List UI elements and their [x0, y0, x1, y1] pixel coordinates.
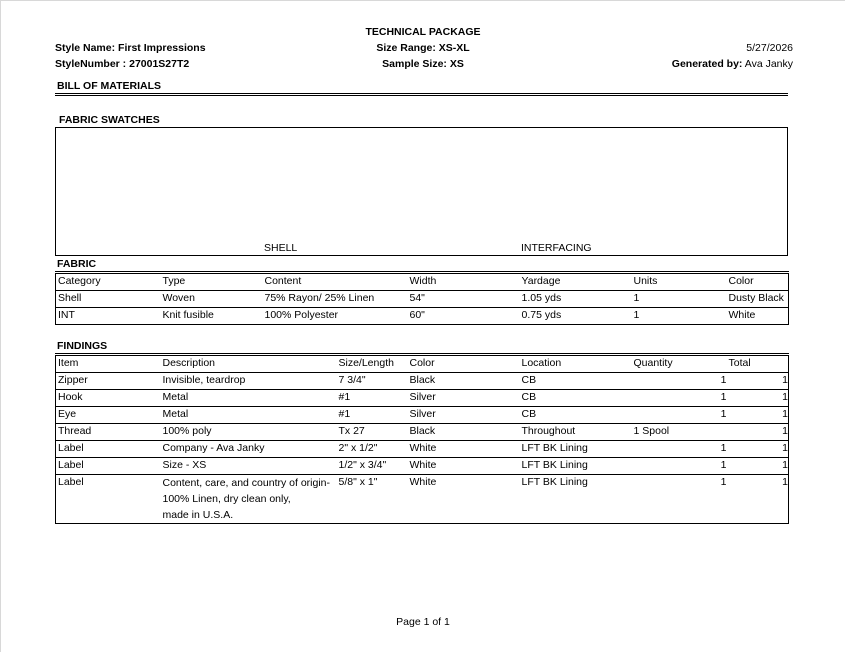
- findings-cell: White: [408, 441, 520, 458]
- description-line: made in U.S.A.: [162, 509, 234, 521]
- fabric-cell: Knit fusible: [162, 309, 214, 321]
- findings-col-color: Color: [408, 355, 520, 373]
- generated-by: [672, 58, 793, 70]
- findings-cell: #1: [337, 390, 408, 407]
- table-row: [56, 373, 789, 390]
- fabric-col-yardage: Yardage: [520, 273, 632, 291]
- size-range-value: XS-XL: [438, 42, 470, 54]
- size-range: [323, 42, 523, 54]
- document-title: TECHNICAL PACKAGE: [365, 26, 481, 38]
- fabric-cell: 1.05 yds: [520, 291, 632, 308]
- findings-cell: Label: [56, 458, 161, 475]
- fabric-col-color: Color: [727, 273, 789, 291]
- table-row: [56, 308, 789, 325]
- findings-cell: Invisible, teardrop: [161, 373, 337, 390]
- findings-cell: 1: [727, 458, 789, 475]
- description-line: Content, care, and country of origin-: [162, 477, 331, 489]
- fabric-col-units: Units: [632, 273, 727, 291]
- table-row: [56, 424, 789, 441]
- table-row: [56, 458, 789, 475]
- findings-cell: CB: [520, 407, 632, 424]
- generated-by-value: Ava Janky: [744, 58, 793, 70]
- findings-cell: LFT BK Lining: [521, 476, 588, 488]
- findings-col-item: Item: [56, 355, 161, 373]
- style-number: [55, 58, 189, 70]
- fabric-cell: 75% Rayon/ 25% Linen: [263, 291, 408, 308]
- findings-cell: 1: [632, 441, 727, 458]
- findings-cell: 1: [632, 407, 727, 424]
- fabric-swatches-title: FABRIC SWATCHES: [59, 114, 160, 126]
- swatch-label-shell: SHELL: [264, 242, 298, 254]
- findings-cell: CB: [520, 373, 632, 390]
- fabric-cell: INT: [58, 309, 75, 321]
- findings-table: [55, 353, 789, 524]
- fabric-cell: 100% Polyester: [264, 309, 339, 321]
- fabric-table: [55, 271, 789, 325]
- findings-cell: Metal: [161, 407, 337, 424]
- findings-cell: Hook: [56, 390, 161, 407]
- findings-cell: 7 3/4": [337, 373, 408, 390]
- findings-cell: LFT BK Lining: [520, 458, 632, 475]
- findings-cell: Throughout: [520, 424, 632, 441]
- findings-cell: Tx 27: [337, 424, 408, 441]
- fabric-swatches-box: [55, 127, 788, 256]
- findings-cell: CB: [520, 390, 632, 407]
- fabric-col-type: Type: [161, 273, 263, 291]
- findings-cell: 1: [720, 476, 727, 488]
- findings-cell: Eye: [56, 407, 161, 424]
- findings-cell: 1: [727, 373, 789, 390]
- style-number-value: 27001S27T2: [129, 58, 190, 70]
- table-row: [56, 390, 789, 407]
- generated-by-label: Generated by:: [671, 58, 743, 70]
- findings-cell-description: [161, 475, 337, 524]
- findings-title: FINDINGS: [57, 340, 108, 352]
- findings-cell: 1: [727, 407, 789, 424]
- findings-cell: 1: [632, 390, 727, 407]
- findings-cell: 1/2" x 3/4": [337, 458, 408, 475]
- findings-cell: 1 Spool: [632, 424, 727, 441]
- findings-cell: 1: [632, 373, 727, 390]
- findings-cell: Metal: [161, 390, 337, 407]
- fabric-header-row: [56, 273, 789, 291]
- findings-cell: 1: [727, 390, 789, 407]
- findings-cell: Silver: [408, 407, 520, 424]
- fabric-col-width: Width: [408, 273, 520, 291]
- findings-cell: Silver: [408, 390, 520, 407]
- style-name-value: First Impressions: [118, 42, 206, 54]
- findings-cell: 5/8" x 1": [338, 476, 378, 488]
- findings-cell: Zipper: [56, 373, 161, 390]
- findings-cell: Label: [56, 441, 161, 458]
- description-line: 100% Linen, dry clean only,: [162, 493, 291, 505]
- findings-cell: LFT BK Lining: [520, 441, 632, 458]
- findings-cell: 1: [727, 441, 789, 458]
- findings-col-size: Size/Length: [337, 355, 408, 373]
- fabric-cell: 54": [408, 291, 520, 308]
- findings-col-quantity: Quantity: [632, 355, 727, 373]
- findings-cell: Black: [408, 373, 520, 390]
- fabric-col-content: Content: [263, 273, 408, 291]
- sample-size-label: Sample Size:: [382, 58, 447, 70]
- findings-col-total: Total: [727, 355, 789, 373]
- findings-cell: Company - Ava Janky: [161, 441, 337, 458]
- fabric-cell: 1: [633, 309, 640, 321]
- fabric-title: FABRIC: [57, 258, 97, 270]
- findings-cell: 2" x 1/2": [337, 441, 408, 458]
- findings-cell: White: [409, 476, 437, 488]
- fabric-cell: White: [728, 309, 756, 321]
- fabric-col-category: Category: [56, 273, 161, 291]
- fabric-cell: 1: [632, 291, 727, 308]
- table-row: [56, 475, 789, 524]
- bom-divider: [55, 93, 788, 96]
- findings-cell: Label: [58, 476, 84, 488]
- sample-size-value: XS: [449, 58, 464, 70]
- fabric-cell: 0.75 yds: [521, 309, 562, 321]
- fabric-cell: Woven: [161, 291, 263, 308]
- table-row: [56, 407, 789, 424]
- style-number-label: StyleNumber :: [55, 58, 127, 70]
- style-name: [55, 42, 206, 54]
- findings-cell: Thread: [56, 424, 161, 441]
- style-name-label: Style Name:: [55, 42, 116, 54]
- page-number: Page 1 of 1: [396, 616, 450, 628]
- findings-cell: #1: [337, 407, 408, 424]
- size-range-label: Size Range:: [376, 42, 436, 54]
- findings-col-description: Description: [161, 355, 337, 373]
- fabric-cell: 60": [409, 309, 425, 321]
- findings-header-row: [56, 355, 789, 373]
- findings-cell: White: [408, 458, 520, 475]
- findings-cell: 1: [632, 458, 727, 475]
- findings-col-location: Location: [520, 355, 632, 373]
- findings-cell: 1: [782, 476, 788, 488]
- table-row: [56, 441, 789, 458]
- bom-title: BILL OF MATERIALS: [57, 80, 162, 92]
- swatch-label-interfacing: INTERFACING: [521, 242, 592, 254]
- findings-cell: 1: [727, 424, 789, 441]
- findings-cell: Black: [408, 424, 520, 441]
- document-date: 5/27/2026: [746, 42, 793, 54]
- fabric-cell: Dusty Black: [727, 291, 789, 308]
- findings-cell: Size - XS: [161, 458, 337, 475]
- fabric-cell: Shell: [56, 291, 161, 308]
- findings-cell: 100% poly: [161, 424, 337, 441]
- sample-size: [323, 58, 523, 70]
- table-row: [56, 291, 789, 308]
